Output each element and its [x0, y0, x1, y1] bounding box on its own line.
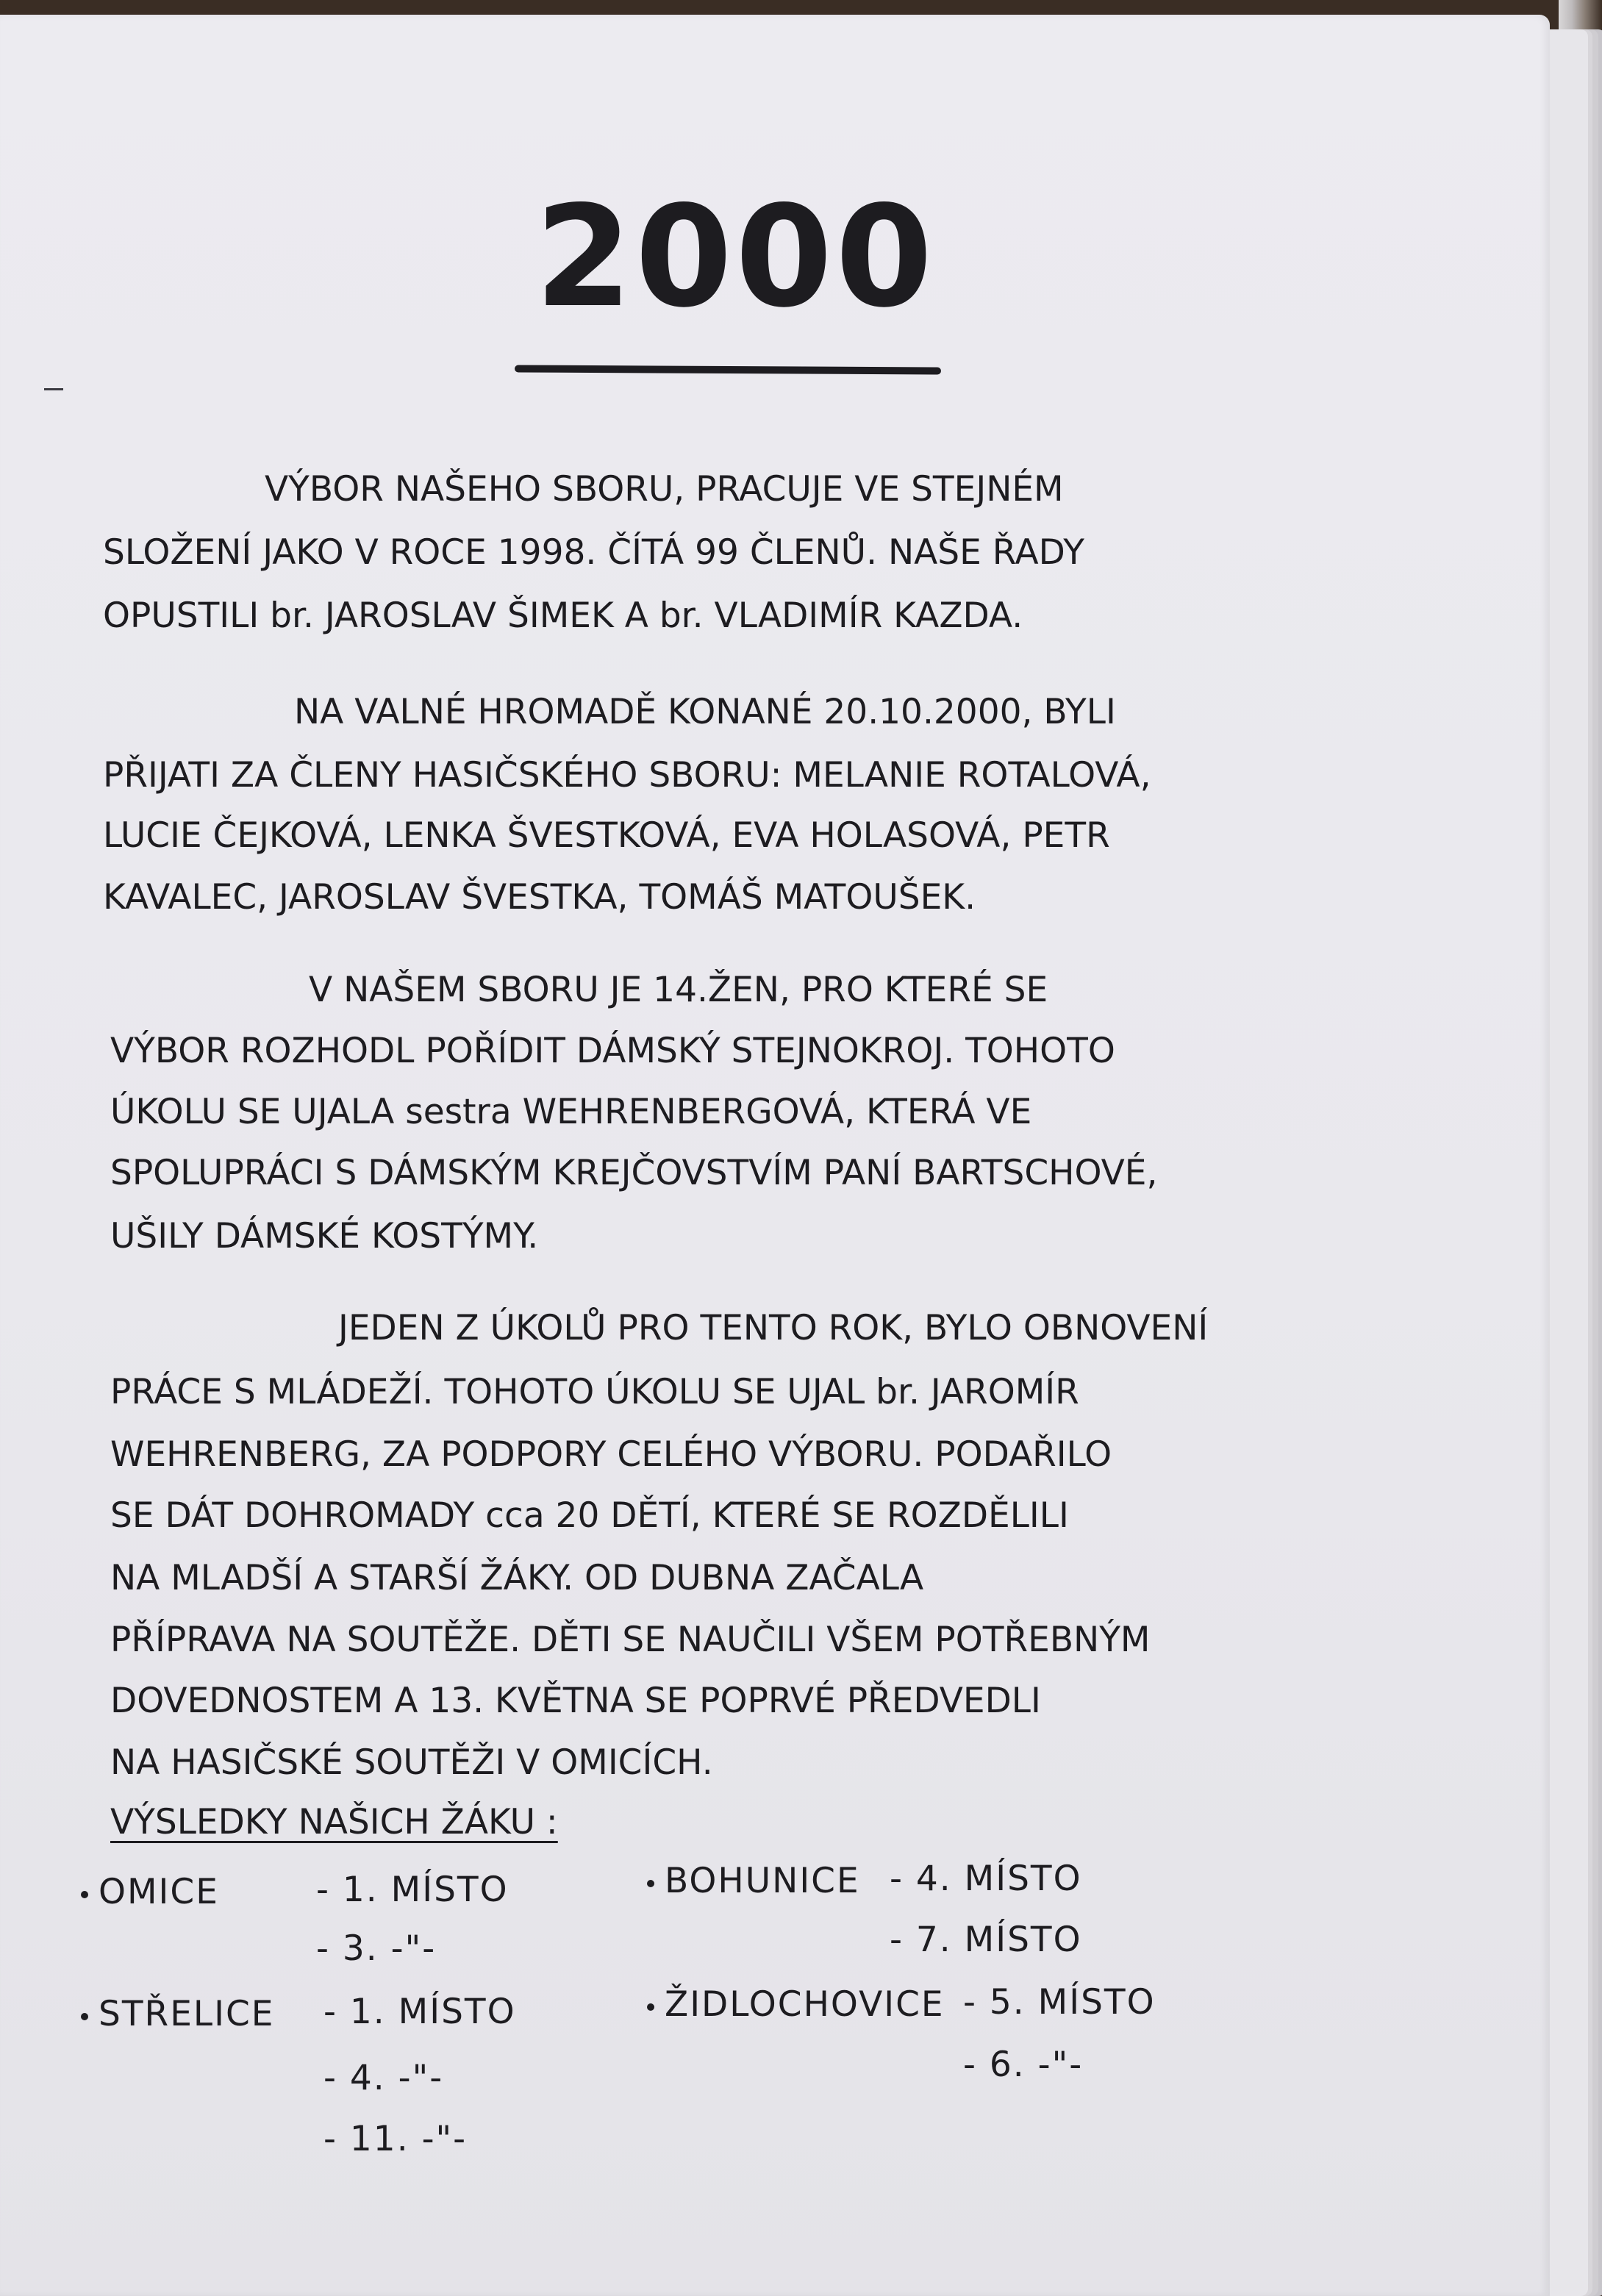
p1-line-1: VÝBOR NAŠEHO SBORU, PRACUJE VE STEJNÉM: [265, 469, 1064, 509]
title-underline: [515, 365, 941, 374]
p3-line-3: ÚKOLU SE UJALA sestra WEHRENBERGOVÁ, KTERÁ VE: [110, 1092, 1032, 1132]
p4-line-3: WEHRENBERG, ZA PODPORY CELÉHO VÝBORU. PODAŘILO: [110, 1434, 1112, 1475]
result-omice-name: OMICE: [99, 1872, 219, 1912]
p2-line-4: KAVALEC, JAROSLAV ŠVESTKA, TOMÁŠ MATOUŠEK.: [103, 877, 976, 918]
result-omice-1: - 1. MÍSTO: [316, 1870, 509, 1910]
p3-line-4: SPOLUPRÁCI S DÁMSKÝM KREJČOVSTVÍM PANÍ BARTSCHOVÉ,: [110, 1153, 1158, 1193]
p4-line-1: JEDEN Z ÚKOLŮ PRO TENTO ROK, BYLO OBNOVENÍ: [338, 1308, 1209, 1348]
result-omice: [81, 1872, 219, 1912]
p4-line-5: NA MLADŠÍ A STARŠÍ ŽÁKY. OD DUBNA ZAČALA: [110, 1558, 924, 1598]
result-strelice: [81, 1994, 275, 2034]
bullet: [81, 2013, 88, 2020]
p3-line-1: V NAŠEM SBORU JE 14.ŽEN, PRO KTERÉ SE: [309, 970, 1048, 1010]
p4-line-2: PRÁCE S MLÁDEŽÍ. TOHOTO ÚKOLU SE UJAL br. JAROMÍR: [110, 1372, 1079, 1412]
p2-line-2: PŘIJATI ZA ČLENY HASIČSKÉHO SBORU: MELANIE ROTALOVÁ,: [103, 755, 1151, 795]
bullet: [81, 1891, 88, 1898]
p1-line-2: SLOŽENÍ JAKO V ROCE 1998. ČÍTÁ 99 ČLENŮ. NAŠE ŘADY: [103, 532, 1084, 573]
p2-line-3: LUCIE ČEJKOVÁ, LENKA ŠVESTKOVÁ, EVA HOLASOVÁ, PETR: [103, 815, 1110, 856]
result-strelice-2: - 4. -"-: [323, 2058, 444, 2098]
p1-line-3: OPUSTILI br. JAROSLAV ŠIMEK A br. VLADIMÍR KAZDA.: [103, 596, 1023, 636]
p4-line-6: PŘÍPRAVA NA SOUTĚŽE. DĚTI SE NAUČILI VŠEM POTŘEBNÝM: [110, 1620, 1151, 1660]
results-heading: VÝSLEDKY NAŠICH ŽÁKU :: [110, 1802, 558, 1842]
result-strelice-1: - 1. MÍSTO: [323, 1992, 516, 2032]
p4-line-7: DOVEDNOSTEM A 13. KVĚTNA SE POPRVÉ PŘEDVEDLI: [110, 1681, 1041, 1721]
p3-line-5: UŠILY DÁMSKÉ KOSTÝMY.: [110, 1216, 539, 1256]
result-bohunice-1: - 4. MÍSTO: [890, 1859, 1082, 1899]
result-bohunice-2: - 7. MÍSTO: [890, 1920, 1082, 1960]
result-zidlochovice: [647, 1984, 945, 2025]
p3-line-2: VÝBOR ROZHODL POŘÍDIT DÁMSKÝ STEJNOKROJ. TOHOTO: [110, 1031, 1115, 1071]
page-title: 2000: [534, 176, 936, 338]
chronicle-page: [0, 15, 1550, 2296]
result-bohunice: [647, 1861, 860, 1901]
result-bohunice-name: BOHUNICE: [665, 1861, 860, 1901]
result-zidlochovice-1: - 5. MÍSTO: [963, 1982, 1156, 2023]
p4-line-4: SE DÁT DOHROMADY cca 20 DĚTÍ, KTERÉ SE ROZDĚLILI: [110, 1495, 1069, 1536]
result-strelice-name: STŘELICE: [99, 1994, 275, 2034]
p4-line-8: NA HASIČSKÉ SOUTĚŽI V OMICÍCH.: [110, 1742, 713, 1783]
result-omice-2: - 3. -"-: [316, 1928, 437, 1969]
bullet: [647, 1880, 654, 1887]
margin-tick: [44, 388, 63, 390]
result-zidlochovice-name: ŽIDLOCHOVICE: [665, 1984, 945, 2025]
result-zidlochovice-2: - 6. -"-: [963, 2045, 1084, 2085]
p2-line-1: NA VALNÉ HROMADĚ KONANÉ 20.10.2000, BYLI: [294, 692, 1116, 732]
result-strelice-3: - 11. -"-: [323, 2119, 468, 2159]
bullet: [647, 2003, 654, 2011]
